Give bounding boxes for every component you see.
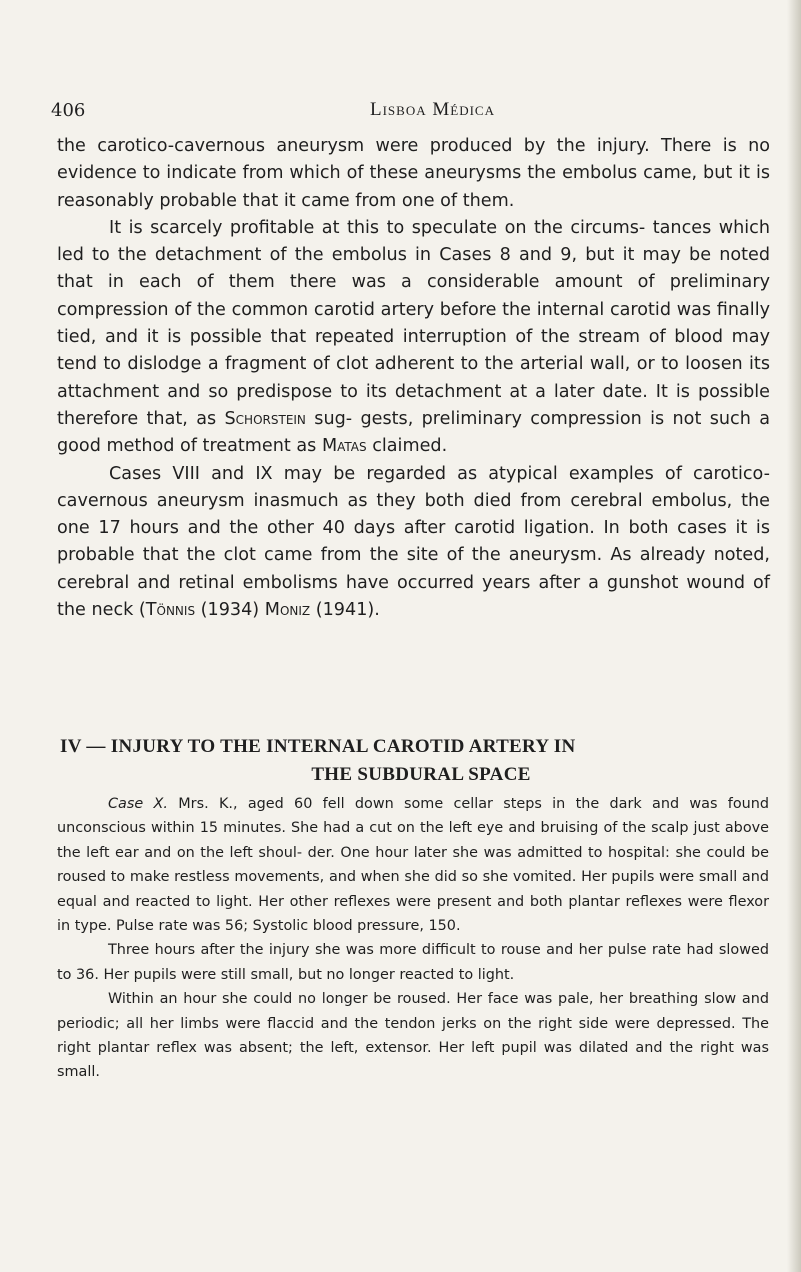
paragraph-2: [57, 215, 770, 461]
section-heading-line-1: IV — INJURY TO THE INTERNAL CAROTID ARTERY IN: [60, 736, 576, 757]
page-header: [0, 96, 801, 124]
paragraph-3: [57, 461, 770, 625]
section-heading-line-2: THE SUBDURAL SPACE: [311, 764, 531, 785]
author-name-schorstein: Schorstein: [224, 408, 306, 429]
paragraph-2-part-a: It is scarcely profitable at this to speculate on the circums- tances which led to the detachment of the embolus in Cases 8 and 9, but it may be noted that in each of them there was a considerable amount of preliminary compression of the common carotid artery before the internal carotid was finally tied, and it is possible that repeated interruption of the stream of blood may tend to dislodge a fragment of clot adherent to the arterial wall, or to loosen its attachment and so predispose to its detachment at a later date. It is possible therefore that, as: [57, 217, 770, 429]
page-number: 406: [51, 100, 86, 121]
paragraph-3-part-b: (1934): [195, 600, 265, 621]
case-paragraph-1: [57, 792, 769, 938]
case-paragraph-1-text: Mrs. K., aged 60 fell down some cellar steps in the dark and was found unconscious within 15 minutes. She had a cut on the left eye and bruising of the scalp just above the left ear and on the left shoul- der. One hour later she was admitted to hospital: she could be roused to make restless movements, and when she did so she vomited. Her pupils were small and equal and reacted to light. Her other reflexes were present and both plantar reflexes were flexor in type. Pulse rate was 56; Systolic blood pressure, 150.: [57, 796, 769, 935]
paragraph-3-part-a: Cases VIII and IX may be regarded as atypical examples of carotico-cavernous aneurysm inasmuch as they both died from cerebral embolus, the one 17 hours and the other 40 days after carotid ligation. In both cases it is probable that the clot came from the site of the aneurysm. As already noted, cerebral and retinal embolisms have occurred years after a gunshot wound of the neck (: [57, 463, 770, 621]
page-edge-shadow: [787, 0, 801, 1272]
case-report: [57, 792, 769, 1085]
paragraph-1: the carotico-cavernous aneurysm were produced by the injury. There is no evidence to indicate from which of these aneurysms the embolus came, but it is reasonably probable that it came from one of them.: [57, 136, 770, 211]
paragraph-2-part-b: sug- gests, preliminary compression is not such a good method of treatment as: [57, 408, 770, 457]
author-name-moniz: Moniz: [264, 600, 311, 621]
case-label: Case X.: [108, 796, 168, 812]
main-text: [57, 133, 770, 624]
paragraph-2-part-c: claimed.: [366, 436, 448, 457]
paragraph-3-part-c: (1941).: [310, 600, 380, 621]
running-head: Lisboa Médica: [370, 99, 495, 120]
case-paragraph-3: Within an hour she could no longer be roused. Her face was pale, her breathing slow and periodic; all her limbs were flaccid and the tendon jerks on the right side were depressed. The right plantar reflex was absent; the left, extensor. Her left pupil was dilated and the right was small.: [57, 991, 769, 1081]
section-heading: [60, 733, 772, 789]
case-paragraph-2: Three hours after the injury she was more difficult to rouse and her pulse rate had slowed to 36. Her pupils were still small, but no longer reacted to light.: [57, 942, 769, 983]
author-name-matas: Matas: [321, 436, 367, 457]
author-name-tonnis: Tönnis: [145, 600, 196, 621]
